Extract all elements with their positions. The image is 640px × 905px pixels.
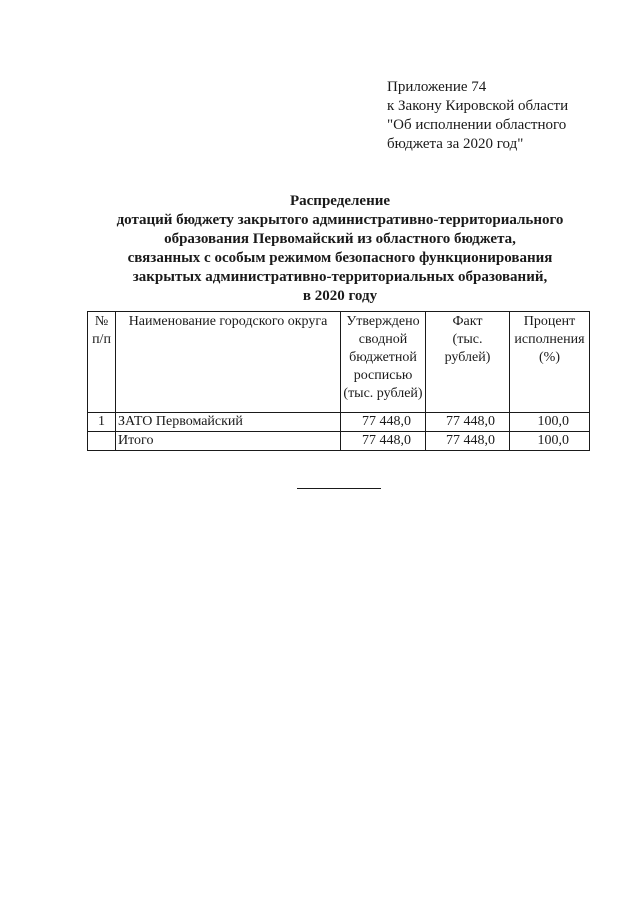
appendix-line: бюджета за 2020 год"	[387, 136, 524, 152]
appendix-block	[387, 78, 568, 154]
table-header-row	[88, 312, 590, 413]
title-line: в 2020 году	[302, 288, 378, 304]
appendix-line: "Об исполнении областного	[387, 117, 567, 133]
row-fact: 77 448,0	[426, 413, 510, 432]
table-row-total	[88, 432, 590, 451]
table-row	[88, 413, 590, 432]
title-line: закрытых административно-территориальных образований,	[132, 269, 548, 285]
header-num: № п/п	[88, 312, 116, 413]
distribution-table	[87, 311, 590, 451]
title-line: дотаций бюджету закрытого административно-территориального	[116, 212, 564, 228]
header-approved: Утверждено сводной бюджетной росписью (тыс. рублей)	[341, 312, 426, 413]
document-title	[80, 192, 600, 306]
header-fact: Факт (тыс. рублей)	[426, 312, 510, 413]
appendix-line: к Закону Кировской области	[387, 98, 569, 114]
end-divider	[297, 488, 381, 489]
title-line: Распределение	[289, 193, 391, 209]
title-line: связанных с особым режимом безопасного функционирования	[127, 250, 553, 266]
title-line: образования Первомайский из областного бюджета,	[164, 231, 516, 247]
row-num	[88, 432, 116, 451]
row-name: ЗАТО Первомайский	[116, 413, 341, 432]
row-fact: 77 448,0	[426, 432, 510, 451]
header-percent: Процент исполнения (%)	[510, 312, 590, 413]
row-percent: 100,0	[510, 432, 590, 451]
row-percent: 100,0	[510, 413, 590, 432]
row-approved: 77 448,0	[341, 432, 426, 451]
row-approved: 77 448,0	[341, 413, 426, 432]
row-num: 1	[88, 413, 116, 432]
header-name: Наименование городского округа	[116, 312, 341, 413]
row-name: Итого	[116, 432, 341, 451]
appendix-line: Приложение 74	[387, 79, 487, 95]
